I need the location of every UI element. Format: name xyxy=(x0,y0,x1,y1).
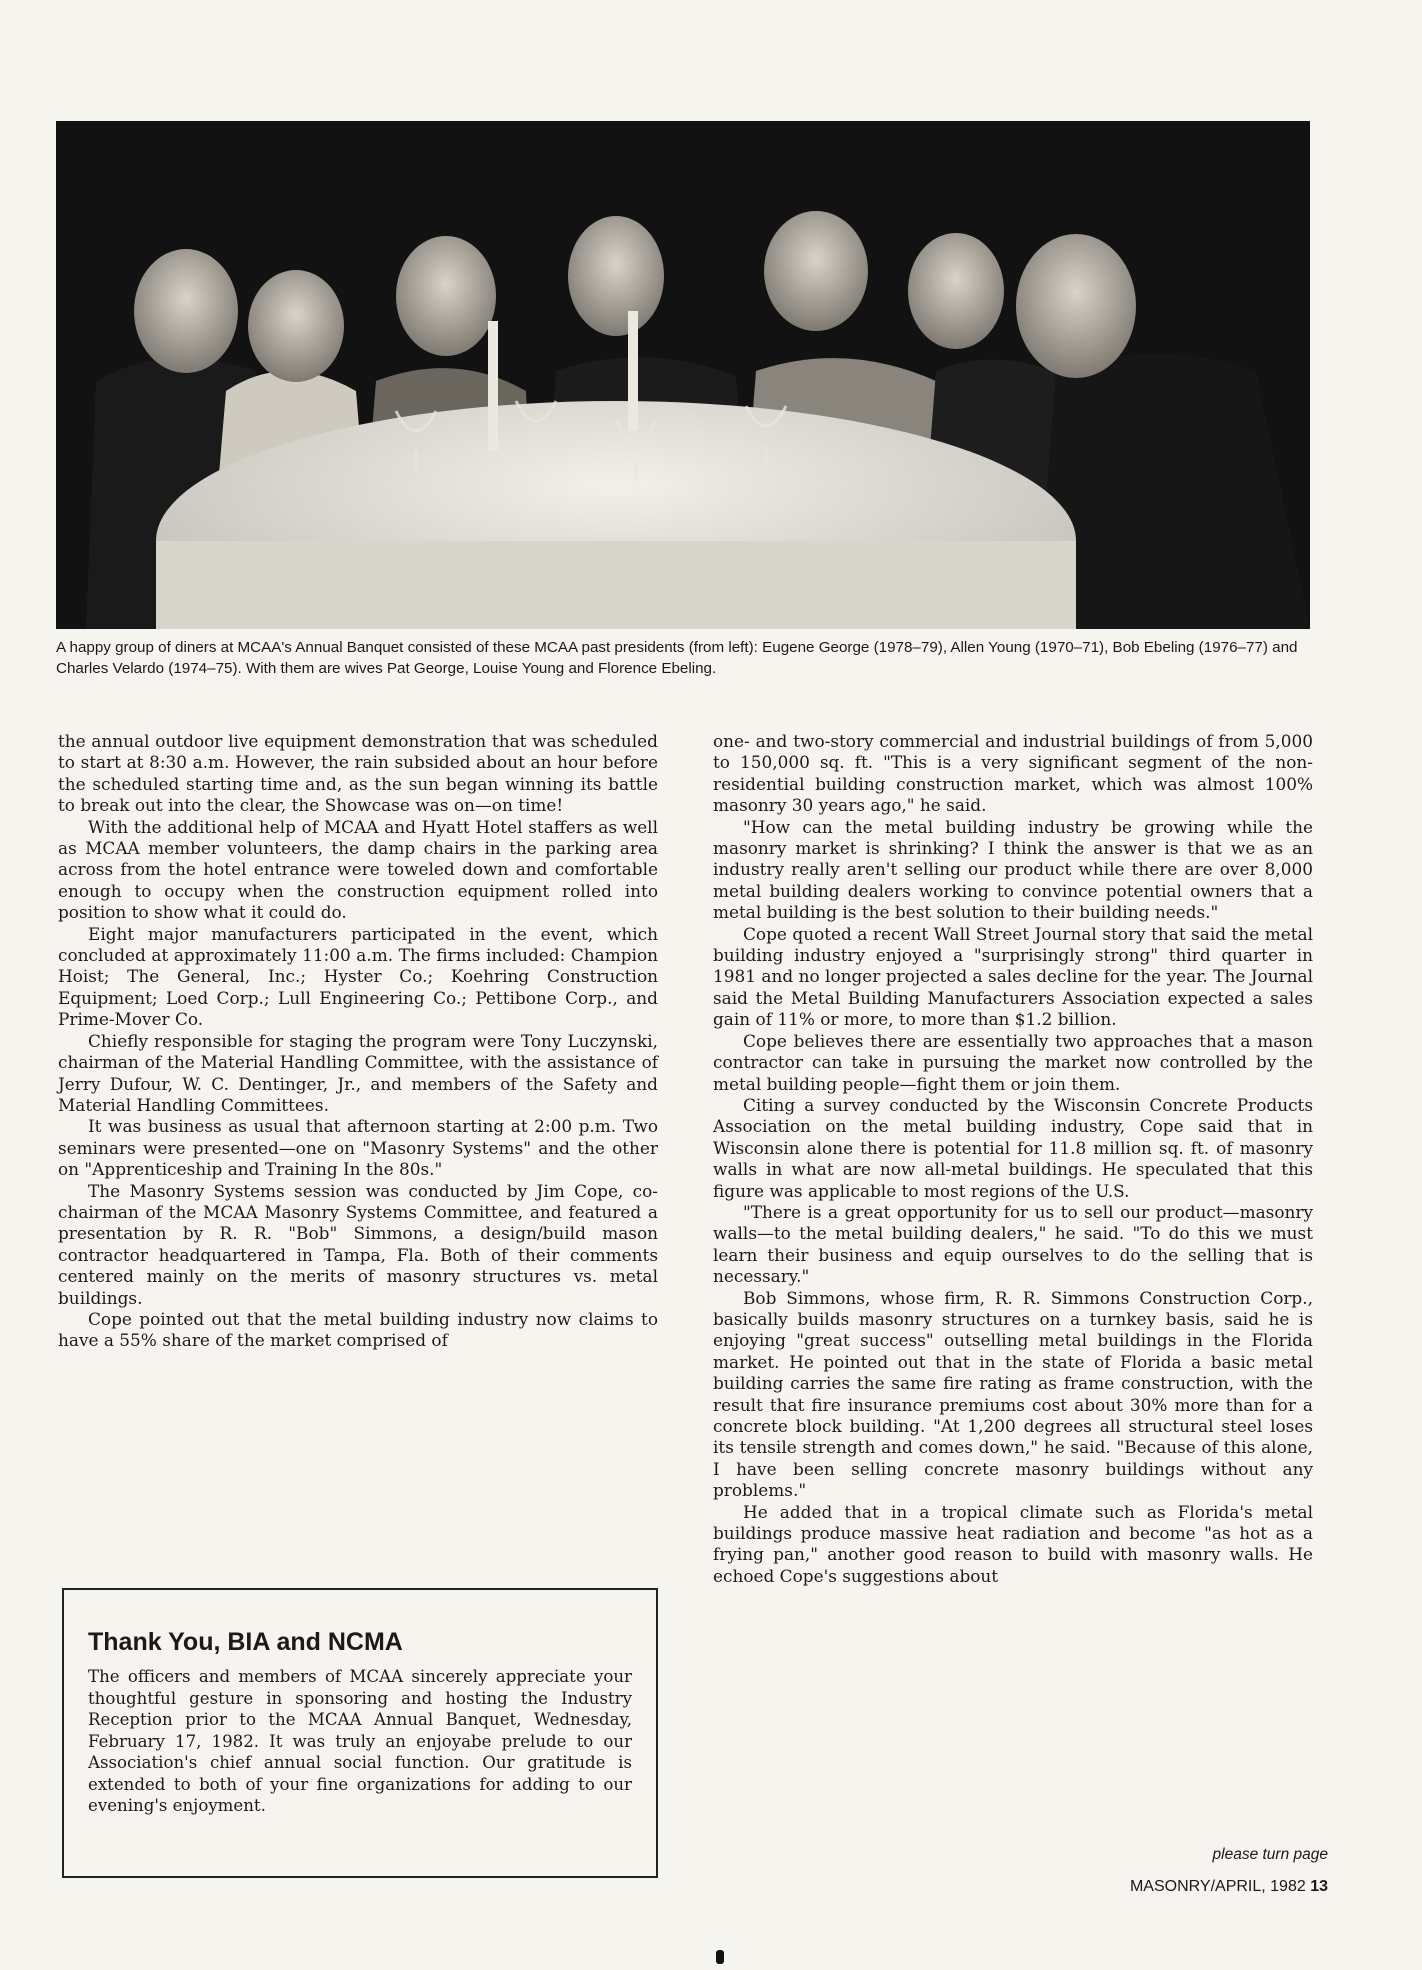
paragraph: Citing a survey conducted by the Wisconsin Concrete Products Association on the metal building industry, Cope said that in Wisconsin alone there is potential for 11.8 million sq. ft. of masonry walls in what are now all-metal buildings. He speculated that this figure was applicable to most regions of the U.S. xyxy=(713,1094,1313,1201)
paragraph: Bob Simmons, whose firm, R. R. Simmons Construction Corp., basically builds masonry structures on a turnkey basis, said he is enjoying "great success" outselling metal buildings in the Florida market. He pointed out that in the state of Florida a basic metal building carries the same fire rating as frame construction, with the result that fire insurance premiums cost about 30% more than for a concrete block building. "At 1,200 degrees all structural steel loses its tensile strength and comes down," he said. "Because of this alone, I have been selling concrete masonry buildings without any problems." xyxy=(713,1287,1313,1501)
paragraph: Cope pointed out that the metal building industry now claims to have a 55% share of the market comprised of xyxy=(58,1308,658,1351)
banquet-photo xyxy=(56,121,1310,629)
thank-you-box xyxy=(62,1588,658,1878)
paragraph: Cope quoted a recent Wall Street Journal story that said the metal building industry enjoyed a "surprisingly strong" third quarter in 1981 and no longer projected a sales decline for the year. The Journal said the Metal Building Manufacturers Association expected a sales gain of 11% or more, to more than $1.2 billion. xyxy=(713,923,1313,1030)
paragraph: Cope believes there are essentially two approaches that a mason contractor can take in pursuing the market now controlled by the metal building people—fight them or join them. xyxy=(713,1030,1313,1094)
paragraph: With the additional help of MCAA and Hyatt Hotel staffers as well as MCAA member volunteers, the damp chairs in the parking area across from the hotel entrance were toweled down and comfortable enough to occupy when the construction equipment rolled into position to show what it could do. xyxy=(58,816,658,923)
magazine-issue: MASONRY/APRIL, 1982 xyxy=(1129,1878,1306,1895)
box-body: The officers and members of MCAA sincerely appreciate your thoughtful gesture in sponsoring and hosting the Industry Reception prior to the MCAA Annual Banquet, Wednesday, February 17, 1982. It was truly an enjoyabe prelude to our Association's chief annual social function. Our gratitude is extended to both of your fine organizations for adding to our evening's enjoyment. xyxy=(88,1667,632,1815)
paragraph: He added that in a tropical climate such as Florida's metal buildings produce massive heat radiation and become "as hot as a frying pan," another good reason to build with masonry walls. He echoed Cope's suggestions about xyxy=(713,1501,1313,1586)
paragraph: It was business as usual that afternoon starting at 2:00 p.m. Two seminars were presented—one on "Masonry Systems" and the other on "Apprenticeship and Training In the 80s." xyxy=(58,1116,658,1180)
page-footer xyxy=(1130,1878,1328,1896)
box-title: Thank You, BIA and NCMA xyxy=(88,1628,403,1656)
binding-mark xyxy=(716,1950,724,1964)
paragraph: the annual outdoor live equipment demonstration that was scheduled to start at 8:30 a.m. However, the rain subsided about an hour before the scheduled starting time and, as the sun began winning its battle to break out into the clear, the Showcase was on—on time! xyxy=(58,731,658,816)
right-column xyxy=(713,731,1313,1587)
paragraph: The Masonry Systems session was conducted by Jim Cope, co-chairman of the MCAA Masonry Systems Committee, and featured a presentation by R. R. "Bob" Simmons, a design/build mason contractor headquartered in Tampa, Fla. Both of their comments centered mainly on the merits of masonry structures vs. metal buildings. xyxy=(58,1180,658,1308)
banquet-photo-illustration xyxy=(56,121,1310,629)
left-column xyxy=(58,731,658,1352)
page-number: 13 xyxy=(1310,1878,1328,1895)
paragraph: Eight major manufacturers participated in the event, which concluded at approximately 11:00 a.m. The firms included: Champion Hoist; The General, Inc.; Hyster Co.; Koehring Construction Equipment; Loed Corp.; Lull Engineering Co.; Pettibone Corp., and Prime-Mover Co. xyxy=(58,923,658,1030)
paragraph: Chiefly responsible for staging the program were Tony Luczynski, chairman of the Material Handling Committee, with the assistance of Jerry Dufour, W. C. Dentinger, Jr., and members of the Safety and Material Handling Committees. xyxy=(58,1030,658,1115)
continued-note: please turn page xyxy=(1212,1846,1328,1863)
paragraph: "How can the metal building industry be growing while the masonry market is shrinking? I think the answer is that we as an industry really aren't selling our product while there are over 8,000 metal building dealers working to convince potential owners that a metal building is the best solution to their building needs." xyxy=(713,816,1313,923)
photo-caption: A happy group of diners at MCAA's Annual Banquet consisted of these MCAA past presidents (from left): Eugene George (1978–79), Allen Young (1970–71), Bob Ebeling (1976–77) and Charles Velardo (1974–75). With them are wives Pat George, Louise Young and Florence Ebeling. xyxy=(56,639,1298,677)
paragraph: "There is a great opportunity for us to sell our product—masonry walls—to the metal building dealers," he said. "To do this we must learn their business and equip ourselves to do the selling that is necessary." xyxy=(713,1201,1313,1287)
paragraph: one- and two-story commercial and industrial buildings of from 5,000 to 150,000 sq. ft. "This is a very significant segment of the non-residential building construction market, which was almost 100% masonry 30 years ago," he said. xyxy=(713,731,1313,816)
